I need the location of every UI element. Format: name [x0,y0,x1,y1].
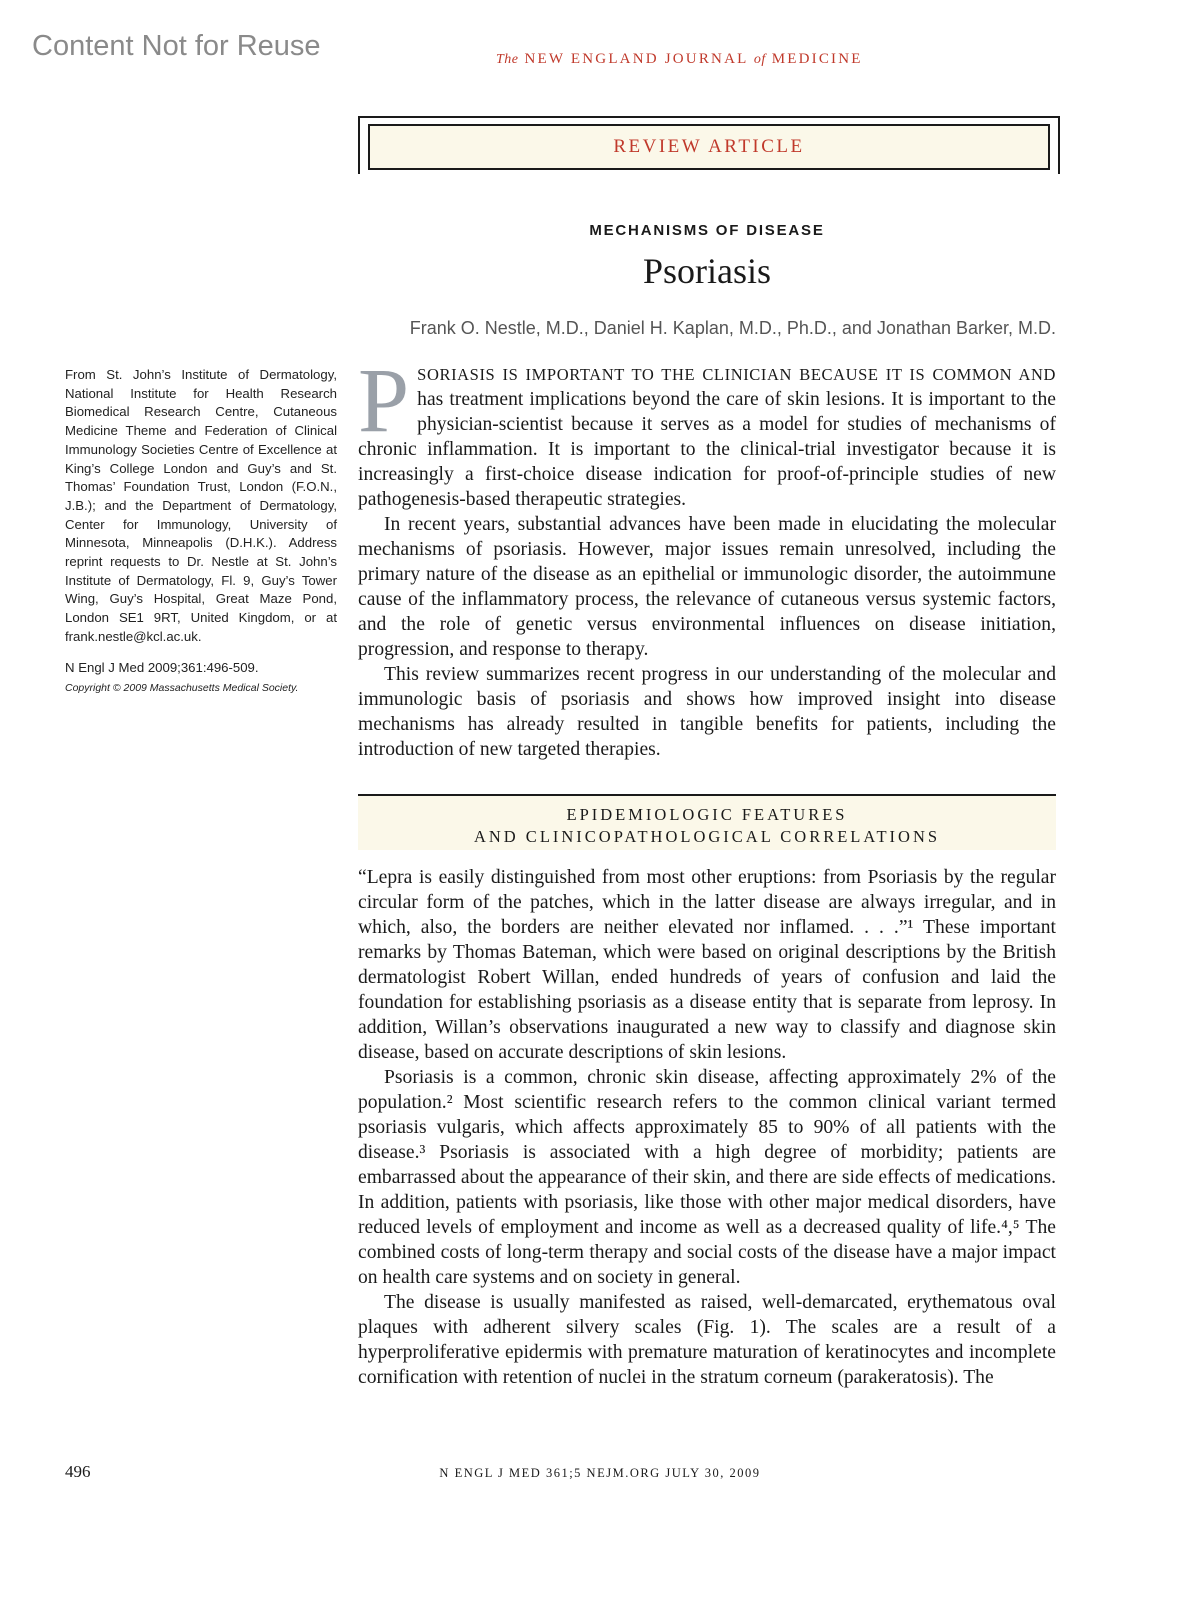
drop-cap: P [358,349,410,451]
affiliation-sidebar [65,366,337,698]
epi-paragraph-1: “Lepra is easily distinguished from most other eruptions: from Psoriasis by the regular circular form of the patches, which in the latter disease are always irregular, and in which, also, the borders are neither elevated nor inflamed. . . .”¹ These important remarks by Thomas Bateman, which were based on original descriptions by the British dermatologist Robert Willan, ended hundreds of years of confusion and laid the foundation for establishing psoriasis as a disease entity that is separate from leprosy. In addition, Willan’s observations inaugurated a new way to classify and diagnose skin disease, based on accurate descriptions of skin lesions. [358,867,1056,1063]
intro-paragraph-2: In recent years, substantial advances have been made in elucidating the molecular mechanisms of psoriasis. However, major issues remain unresolved, including the primary nature of the disease as an epithelial or immunologic disorder, the autoimmune cause of the inflammatory process, the relevance of cutaneous versus systemic factors, and the role of genetic versus environmental influences on disease initiation, progression, and response to therapy. [358,514,1056,660]
section-heading [358,794,1056,850]
epidemiology-section [358,865,1056,1390]
epi-paragraph-2: Psoriasis is a common, chronic skin disease, affecting approximately 2% of the population.² Most scientific research refers to the common clinical variant termed psoriasis vulgaris, which affects approximately 85 to 90% of all patients with the disease.³ Psoriasis is associated with a high degree of morbidity; patients are embarrassed about the appearance of their skin, and there are side effects of medications. In addition, patients with psoriasis, like those with other major medical disorders, have reduced levels of employment and income as well as a decreased quality of life.⁴,⁵ The combined costs of long-term therapy and social costs of the disease have a major impact on health care systems and on society in general. [358,1067,1056,1288]
journal-the: The [496,52,519,67]
copyright: Copyright © 2009 Massachusetts Medical Society. [65,682,299,695]
watermark: Content Not for Reuse [32,30,321,62]
citation: N Engl J Med 2009;361:496-509. [65,659,259,675]
intro-paragraph-3: This review summarizes recent progress in our understanding of the molecular and immunologic basis of psoriasis and shows how improved insight into disease mechanisms has already resulted in tangible benefits for patients, including the introduction of new targeted therapies. [358,664,1056,760]
journal-of: of [753,52,766,67]
affiliation-text: From St. John’s Institute of Dermatology, National Institute for Health Research Biomedical Research Centre, Cutaneous Medicine Theme and Federation of Clinical Immunology Societies Centre of Excellence at King’s College London and Guy’s and St. Thomas’ Foundation Trust, London (F.O.N., J.B.); and the Department of Dermatology, Center for Immunology, University of Minnesota, Minneapolis (D.H.K.). Address reprint requests to Dr. Nestle at St. John’s Institute of Dermatology, Fl. 9, Guy’s Tower Wing, Guy’s Hospital, Great Maze Pond, London SE1 9RT, United Kingdom, or at frank.nestle@kcl.ac.uk. [65,367,337,644]
article-type-label: REVIEW ARTICLE [368,124,1050,170]
section-heading-line-2: AND CLINICOPATHOLOGICAL CORRELATIONS [473,827,941,846]
epi-paragraph-3: The disease is usually manifested as raised, well-demarcated, erythematous oval plaques with adherent silvery scales (Fig. 1). The scales are a result of a hyperproliferative epidermis with premature maturation of keratinocytes and incomplete cornification with retention of nuclei in the stratum corneum (parakeratosis). The [358,1292,1056,1388]
intro-p1-rest: has treatment implications beyond the care of skin lesions. It is important to the physician-scientist because it serves as a model for studies of mechanisms of chronic inflammation. It is important to the clinical-trial investigator because it is increasingly a first-choice disease indication for proof-of-principle studies of new pathogenesis-based therapeutic strategies. [358,389,1056,510]
page-number: 496 [65,1462,91,1481]
journal-name: NEW ENGLAND JOURNAL [524,51,748,67]
intro-paragraph-1 [358,349,1056,512]
author-list: Frank O. Nestle, M.D., Daniel H. Kaplan, M.D., Ph.D., and Jonathan Barker, M.D. [409,318,1056,338]
intro-lead: SORIASIS IS IMPORTANT TO THE CLINICIAN BECAUSE IT IS COMMON AND [417,365,1056,384]
article-title: Psoriasis [642,251,772,291]
section-heading-line-1: EPIDEMIOLOGIC FEATURES [566,805,848,824]
intro-section [358,349,1056,762]
journal-medicine: MEDICINE [771,51,863,67]
journal-header [496,51,926,68]
footer-journal-line: N ENGL J MED 361;5 NEJM.ORG JULY 30, 2009 [439,1466,761,1480]
article-type-frame [358,116,1060,174]
section-label: MECHANISMS OF DISEASE [589,222,825,239]
